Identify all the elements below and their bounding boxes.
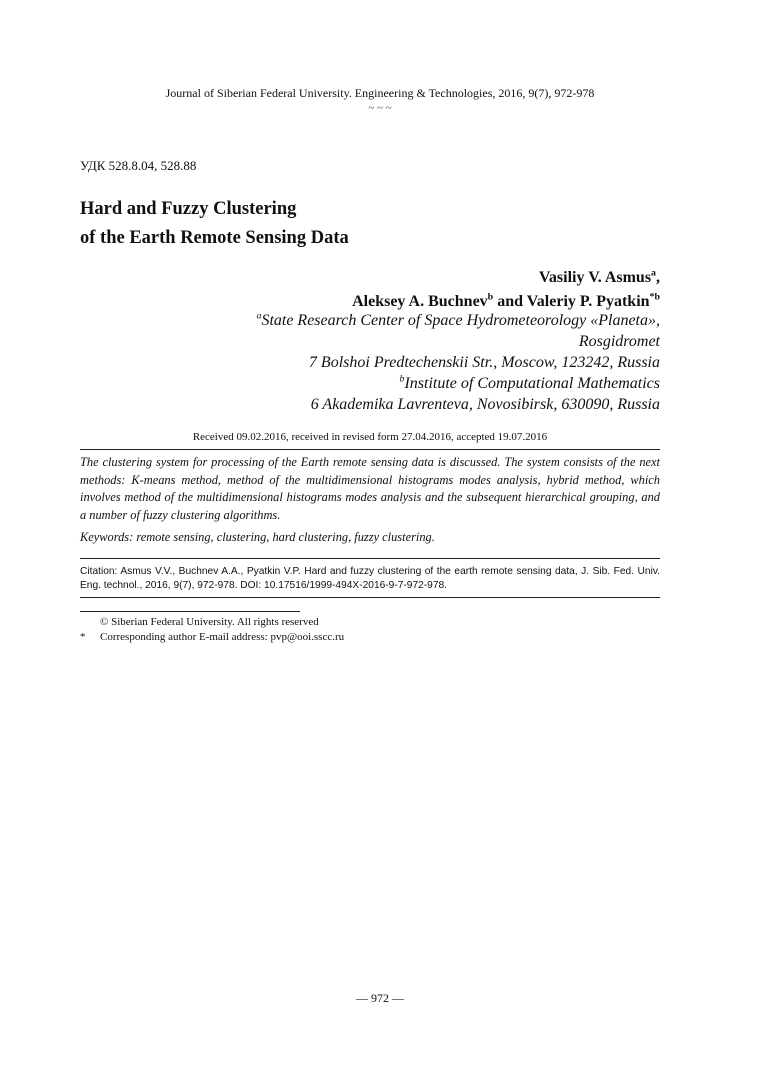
affil-a-line-2: Rosgidromet <box>578 333 660 350</box>
affil-b-name: Institute of Computational Mathematics <box>404 375 660 392</box>
affil-b-line-2: 6 Akademika Lavrenteva, Novosibirsk, 630090, Russia <box>310 396 660 413</box>
footnote-rule <box>80 611 300 612</box>
affil-b-line-1 <box>256 373 660 394</box>
copyright-text: © Siberian Federal University. All rights reserved <box>100 616 319 628</box>
affil-a-line-1 <box>256 310 660 331</box>
header-ornament: ~ ~ ~ <box>368 102 392 114</box>
citation: Citation: Asmus V.V., Buchnev A.A., Pyatkin V.P. Hard and fuzzy clustering of the earth remote sensing data, J. Sib. Fed. Univ. Eng. technol., 2016, 9(7), 972-978. DOI: 10.17516/1999-494X-2016-9-7-972-978. <box>80 566 660 591</box>
affiliations <box>256 310 660 415</box>
rule-citation-bottom <box>80 597 660 598</box>
author-asmus-affil: a <box>651 267 656 279</box>
author-and: and <box>493 293 527 310</box>
author-buchnev: Aleksey A. Buchnev <box>352 293 488 310</box>
footnote-corresponding <box>80 630 344 644</box>
title-line-2: of the Earth Remote Sensing Data <box>80 228 349 248</box>
footnote-copyright <box>80 615 319 629</box>
affil-a-name: State Research Center of Space Hydrometeorology «Planeta», <box>261 312 660 329</box>
page-number: — 972 — <box>356 991 404 1005</box>
affil-b-mark: b <box>399 373 405 385</box>
affil-a-line-3: 7 Bolshoi Predtechenskii Str., Moscow, 123242, Russia <box>308 354 660 371</box>
abstract: The clustering system for processing of the Earth remote sensing data is discussed. The system consists of the next methods: K-means method, method of the multidimensional histograms modes analysis, hybrid method, which involves method of the multidimensional histograms modes analysis and the subsequent hierarchical grouping, and a number of fuzzy clustering algorithms. <box>80 455 660 522</box>
author-pyatkin: Valeriy P. Pyatkin <box>526 293 650 310</box>
author-separator: , <box>656 269 660 286</box>
paper-title <box>80 195 349 253</box>
received-dates: Received 09.02.2016, received in revised form 27.04.2016, accepted 19.07.2016 <box>192 431 548 443</box>
journal-header: Journal of Siberian Federal University. Engineering & Technologies, 2016, 9(7), 972-978 <box>165 86 595 100</box>
rule-top <box>80 449 660 450</box>
author-buchnev-affil: b <box>487 291 494 303</box>
udk-code: УДК 528.8.04, 528.88 <box>80 158 197 173</box>
rule-citation-top <box>80 558 660 559</box>
author-asmus: Vasiliy V. Asmus <box>538 269 652 286</box>
author-pyatkin-affil: *b <box>649 291 660 303</box>
corresponding-author-text: Corresponding author E-mail address: pvp@ooi.sscc.ru <box>100 631 345 643</box>
authors <box>352 266 660 314</box>
title-line-1: Hard and Fuzzy Clustering <box>80 199 297 219</box>
author-line-1 <box>352 266 660 290</box>
affil-a-mark: a <box>256 310 262 322</box>
footnote-star: * <box>80 631 86 643</box>
keywords: Keywords: remote sensing, clustering, hard clustering, fuzzy clustering. <box>80 530 435 544</box>
